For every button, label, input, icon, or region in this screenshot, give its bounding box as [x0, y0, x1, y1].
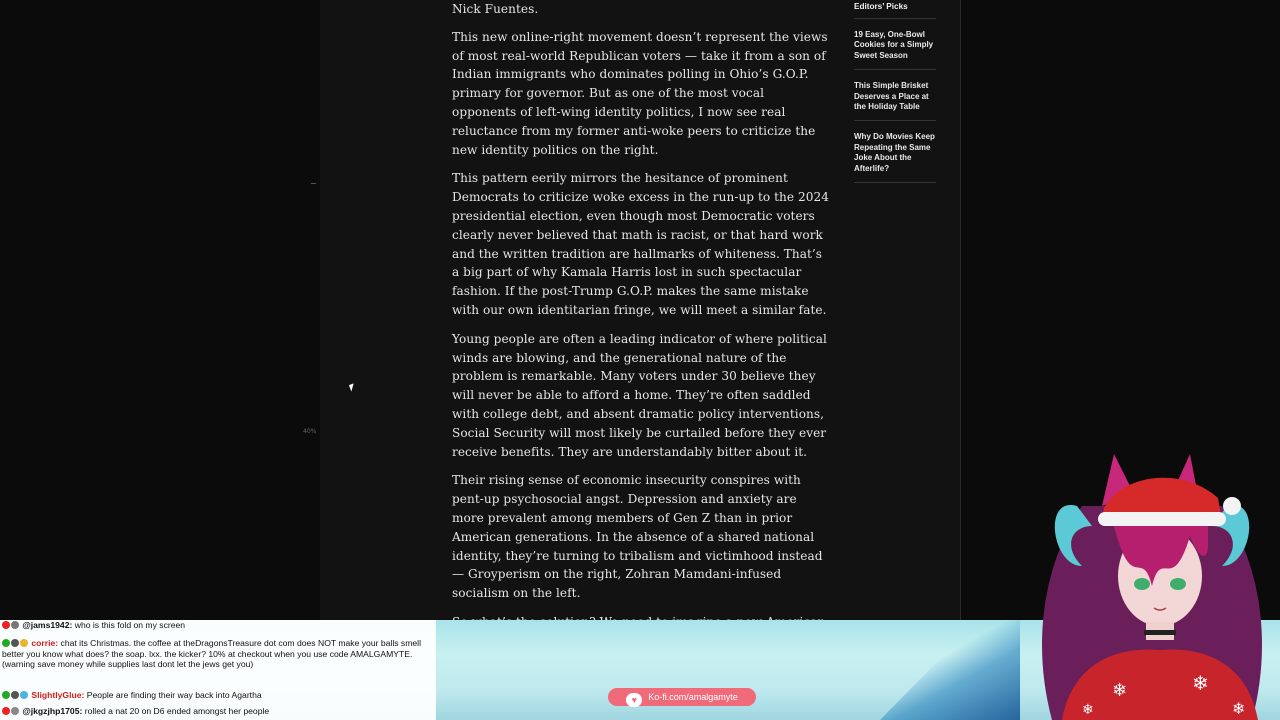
chat-username: corrie: — [31, 638, 59, 648]
article-body — [452, 0, 830, 698]
zoom-label: 40% — [303, 428, 317, 435]
left-margin-pane — [0, 0, 321, 620]
vtuber-avatar — [1022, 446, 1280, 720]
chat-message — [2, 620, 185, 631]
kick-icon — [2, 639, 10, 647]
article-paragraph: Their rising sense of economic insecurity conspires with pent-up psychosocial angst. Depression and anxiety are more prevalent among members of Gen Z than in prior American generations. In the absence of a shared national identity, they’re turning to tribalism and victimhood instead — Groyperism on the right, Zohran Mamdani-infused socialism on the left. — [452, 473, 823, 601]
editors-picks-heading: Editors’ Picks — [854, 0, 936, 19]
youtube-icon — [2, 621, 10, 629]
svg-text:❄: ❄ — [1112, 680, 1128, 701]
chat-message — [2, 638, 430, 670]
editors-picks-sidebar — [854, 0, 936, 183]
kofi-label: Ko-fi.com/amalgamyte — [648, 692, 738, 702]
article-paragraph: Young people are often a leading indicator of where political winds are blowing, and the generational nature of the problem is remarkable. Many voters under 30 believe they will never be able to afford a home. They’re often saddled with college debt, and absent dramatic policy interventions, Social Security will most likely be curtailed before they ever receive benefits. They are understandably bitter about it. — [452, 331, 827, 459]
kofi-cup-icon: ♥ — [626, 693, 642, 707]
badge-icon — [20, 691, 28, 699]
article-paragraph: This new online-right movement doesn’t represent the views of most real-world Republican voters — take it from a son of Indian immigrants who dominates polling in Ohio’s G.O.P. primary for governor. But as one of the most vocal opponents of left-wing identity politics, I now see real reluctance from my former anti-woke peers to criticize the new identity politics on the right. — [452, 29, 828, 157]
chat-username: SlightlyGlue: — [31, 690, 85, 700]
chat-message — [2, 706, 269, 717]
article-panel[interactable] — [320, 0, 961, 620]
chat-text: chat its Christmas. the coffee at theDragonsTreasure dot com does NOT make your balls smell better you know what does? the soap. lxx. the kicker? 10% at checkout when you use code AMALGAMYTE. (warning save money while supplies last dont let the jews get you) — [2, 638, 421, 670]
chat-text: rolled a nat 20 on D6 ended amongst her people — [84, 706, 270, 716]
kofi-banner[interactable] — [608, 688, 756, 706]
svg-text:❄: ❄ — [1192, 671, 1209, 695]
article-intro-fragment: Nick Fuentes. — [452, 2, 539, 16]
avatar-icon — [11, 691, 19, 699]
editors-pick-link[interactable]: 19 Easy, One-Bowl Cookies for a Simply Sweet Season — [854, 19, 936, 70]
avatar-icon — [11, 621, 19, 629]
editors-pick-link[interactable]: This Simple Brisket Deserves a Place at the Holiday Table — [854, 70, 936, 121]
chat-username: @jams1942: — [22, 620, 73, 630]
avatar-icon — [11, 707, 19, 715]
crystal-decoration — [880, 620, 1020, 720]
kick-icon — [2, 691, 10, 699]
chat-text: People are finding their way back into Agartha — [86, 690, 262, 700]
editors-pick-link[interactable]: Why Do Movies Keep Repeating the Same Joke About the Afterlife? — [854, 121, 936, 183]
scroll-tick — [311, 183, 316, 184]
chat-username: @jkgzjhp1705: — [22, 706, 83, 716]
avatar-icon — [11, 639, 19, 647]
svg-text:❄: ❄ — [1232, 699, 1246, 718]
stream-chat-box — [0, 620, 436, 720]
chat-text: who is this fold on my screen — [74, 620, 186, 630]
youtube-icon — [2, 707, 10, 715]
article-paragraph: This pattern eerily mirrors the hesitance of prominent Democrats to criticize woke excess in the run-up to the 2024 presidential election, even though most Democratic voters clearly never believed that math is racist, or that hard work and the written tradition are hallmarks of whiteness. That’s a big part of why Kamala Harris lost in such spectacular fashion. If the post-Trump G.O.P. makes the same mistake with our own identitarian fringe, we will meet a similar fate. — [452, 171, 829, 317]
badge-icon — [20, 639, 28, 647]
svg-text:❄: ❄ — [1082, 702, 1094, 718]
chat-message — [2, 690, 262, 701]
